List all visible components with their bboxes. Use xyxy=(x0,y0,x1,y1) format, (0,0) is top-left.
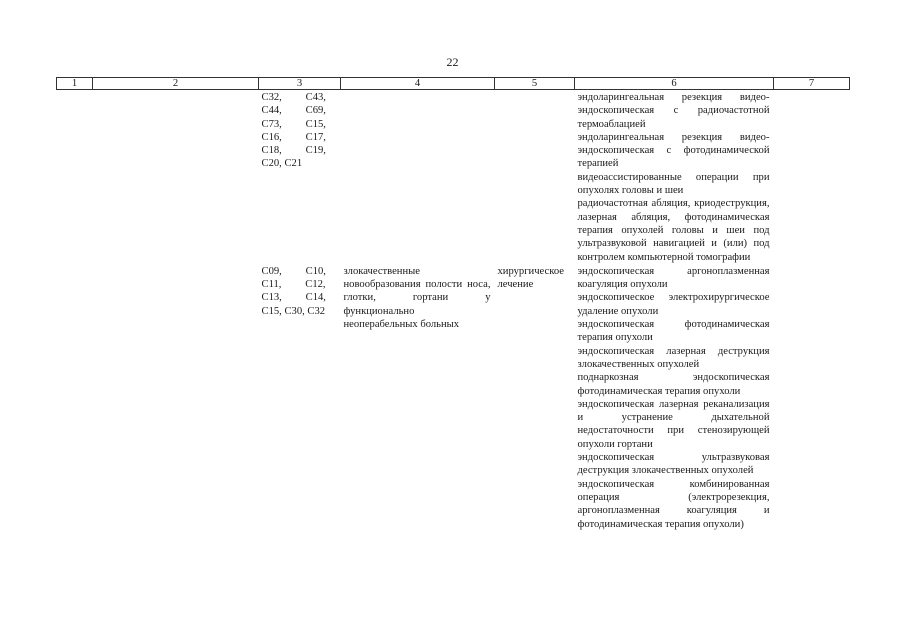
cell-notes xyxy=(774,90,850,264)
cell-treatment xyxy=(495,90,575,264)
header-cell-4: 4 xyxy=(341,78,495,90)
cell-methods xyxy=(575,264,774,531)
method-entry: эндоскопическая лазерная реканализация и устранение дыхательной недостаточности при стенозирующей опухоли гортани xyxy=(577,398,770,450)
header-cell-7: 7 xyxy=(774,78,850,90)
cell-name xyxy=(93,264,259,531)
cell-codes: C32, C43, C44, C69, C73, C15, C16, C17, C18, C19, C20, C21 xyxy=(261,92,326,170)
page-number: 22 xyxy=(446,55,459,69)
header-row xyxy=(57,78,850,90)
header-cell-1: 1 xyxy=(57,78,93,90)
cell-number xyxy=(57,90,93,264)
table-row xyxy=(57,90,850,264)
method-entry: эндоскопическая фотодинамическая терапия опухоли xyxy=(577,319,770,344)
treatment-table xyxy=(56,77,850,531)
method-entry: эндоскопическая лазерная деструкция злокачественных опухолей xyxy=(577,345,770,370)
cell-name xyxy=(93,90,259,264)
method-entry: радиочастотная абляция, криодеструкция, лазерная абляция, фотодинамическая терапия опухолей головы и шеи под ультразвуковой навигацией и (или) под контролем компьютерной томографии xyxy=(577,198,770,263)
method-entry: эндоскопическая комбинированная операция (электрорезекция, аргоноплазменная коагуляция и фотодинамическая терапия опухоли) xyxy=(577,478,770,530)
method-entry: эндоскопическая ультразвуковая деструкция злокачественных опухолей xyxy=(577,452,770,477)
cell-codes: C09, C10, C11, C12, C13, C14, C15, C30, C32 xyxy=(261,265,326,317)
method-entry: видеоассистированные операции при опухолях головы и шеи xyxy=(577,171,770,197)
cell-model: злокачественные новообразования полости носа, глотки, гортани у функционально неоперабельных больных xyxy=(343,265,491,331)
method-entry: эндоскопическая аргоноплазменная коагуляция опухоли xyxy=(577,265,770,291)
cell-model xyxy=(341,90,495,264)
cell-treatment: хирургическое лечение xyxy=(497,265,564,291)
method-entry: поднаркозная эндоскопическая фотодинамическая терапия опухоли xyxy=(577,372,770,397)
method-entry: эндоларингеальная резекция видео-эндоскопическая с радиочастотной термоаблацией xyxy=(577,92,770,130)
cell-methods xyxy=(575,90,774,264)
cell-number xyxy=(57,264,93,531)
header-cell-3: 3 xyxy=(259,78,341,90)
header-cell-2: 2 xyxy=(93,78,259,90)
cell-notes xyxy=(774,264,850,531)
header-cell-6: 6 xyxy=(575,78,774,90)
method-entry: эндоскопическое электрохирургическое удаление опухоли xyxy=(577,292,770,317)
table-row xyxy=(57,264,850,531)
method-entry: эндоларингеальная резекция видео-эндоскопическая с фотодинамической терапией xyxy=(577,131,770,170)
header-cell-5: 5 xyxy=(495,78,575,90)
